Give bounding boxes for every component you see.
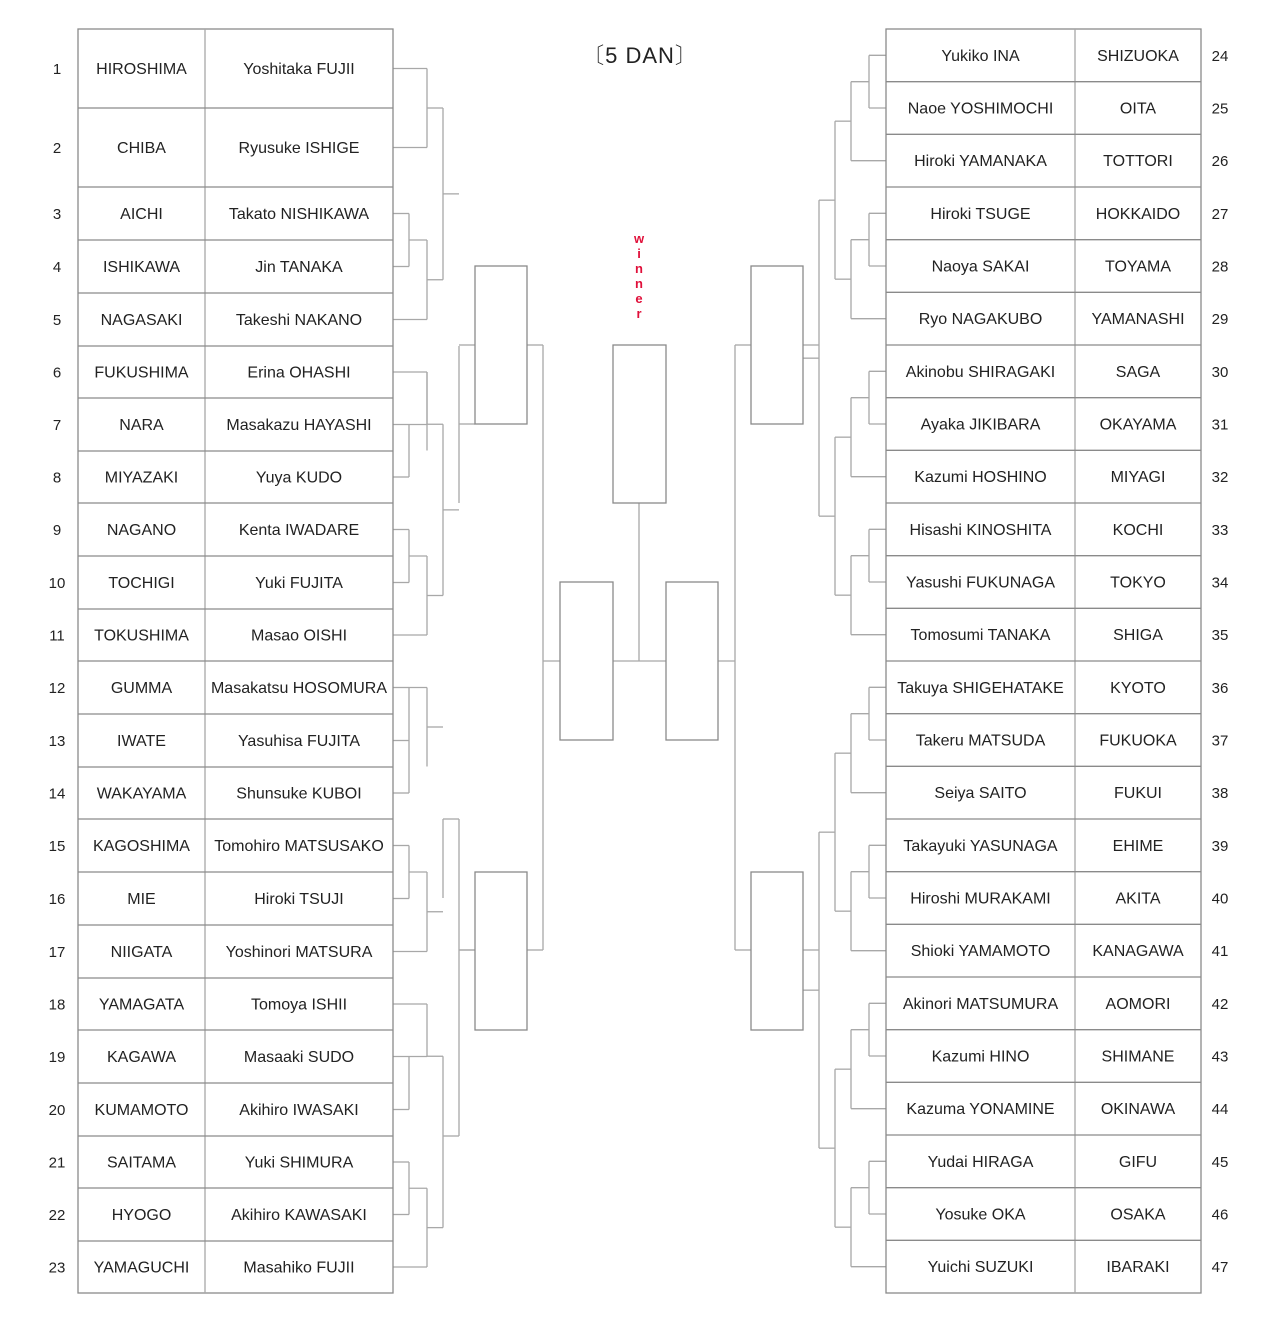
seed-number: 3 <box>52 206 62 223</box>
player-name: Takeshi NAKANO <box>235 312 363 329</box>
prefecture-name: HIROSHIMA <box>96 61 187 78</box>
prefecture-name: MIE <box>127 891 156 908</box>
left-semifinal-box <box>560 582 613 740</box>
prefecture-name: NAGASAKI <box>100 312 183 329</box>
player-name: Jin TANAKA <box>255 259 343 276</box>
seed-number: 6 <box>52 364 62 382</box>
prefecture-name: ISHIKAWA <box>102 259 181 276</box>
seed-number: 45 <box>1211 1153 1229 1171</box>
prefecture-name: IBARAKI <box>1106 1259 1170 1277</box>
prefecture-name: KOCHI <box>1112 521 1164 539</box>
player-name: Hiroki TSUJI <box>254 891 344 908</box>
player-name: Yoshinori MATSURA <box>225 944 373 961</box>
player-name: Akinori MATSUMURA <box>902 995 1059 1013</box>
seed-number: 44 <box>1211 1101 1229 1119</box>
seed-number: 13 <box>48 733 66 750</box>
player-name: Seiya SAITO <box>934 785 1027 803</box>
player-name: Kenta IWADARE <box>238 522 360 539</box>
player-name: Yudai HIRAGA <box>927 1153 1034 1171</box>
prefecture-name: NIIGATA <box>110 944 173 961</box>
right-entry-table <box>886 29 1228 1293</box>
prefecture-name: OSAKA <box>1110 1206 1166 1224</box>
player-name: Hisashi KINOSHITA <box>909 521 1052 539</box>
seed-number: 16 <box>48 891 66 908</box>
seed-number: 31 <box>1211 416 1229 434</box>
player-name: Masakazu HAYASHI <box>226 417 372 434</box>
prefecture-name: YAMANASHI <box>1091 311 1185 329</box>
prefecture-name: NARA <box>119 417 164 434</box>
player-name: Hiroshi MURAKAMI <box>910 890 1051 908</box>
prefecture-name: YAMAGATA <box>98 996 185 1014</box>
seed-number: 28 <box>1211 258 1229 276</box>
player-name: Takato NISHIKAWA <box>228 206 370 223</box>
player-name: Kazumi HINO <box>931 1048 1030 1066</box>
seed-number: 9 <box>52 522 62 539</box>
prefecture-name: MIYAGI <box>1110 469 1166 487</box>
prefecture-name: OKINAWA <box>1100 1101 1176 1119</box>
seed-number: 2 <box>52 140 62 157</box>
player-name: Yasuhisa FUJITA <box>237 733 361 750</box>
prefecture-name: KUMAMOTO <box>94 1102 189 1119</box>
winner-text: w i n n e r <box>633 231 645 321</box>
prefecture-name: KANAGAWA <box>1092 943 1184 961</box>
player-name: Ryo NAGAKUBO <box>918 311 1043 329</box>
prefecture-name: GUMMA <box>110 680 173 697</box>
seed-number: 34 <box>1211 574 1229 592</box>
prefecture-name: OITA <box>1119 100 1157 118</box>
seed-number: 27 <box>1211 205 1229 223</box>
player-name: Yuki SHIMURA <box>244 1154 354 1172</box>
seed-number: 21 <box>48 1154 66 1172</box>
seed-number: 1 <box>52 61 62 78</box>
prefecture-name: SHIGA <box>1113 627 1163 645</box>
prefecture-name: FUKUSHIMA <box>94 364 189 382</box>
seed-number: 41 <box>1211 943 1229 961</box>
prefecture-name: YAMAGUCHI <box>93 1259 190 1277</box>
entry-row <box>49 838 384 855</box>
player-name: Kazuma YONAMINE <box>906 1101 1055 1119</box>
prefecture-name: FUKUOKA <box>1099 732 1177 750</box>
bracket-title: 〔5 DAN〕 <box>582 43 698 68</box>
prefecture-name: SAGA <box>1115 363 1161 381</box>
left-quarterfinal-box-bottom <box>475 872 527 1030</box>
player-name: Yasushi FUKUNAGA <box>905 574 1056 592</box>
prefecture-name: TOYAMA <box>1104 258 1172 276</box>
seed-number: 30 <box>1211 363 1229 381</box>
seed-number: 5 <box>52 312 62 329</box>
seed-number: 14 <box>48 785 66 803</box>
prefecture-name: KAGAWA <box>106 1049 177 1066</box>
prefecture-name: OKAYAMA <box>1099 416 1177 434</box>
seed-number: 35 <box>1211 627 1229 645</box>
player-name: Takeru MATSUDA <box>915 732 1046 750</box>
player-name: Ryusuke ISHIGE <box>238 140 360 157</box>
player-name: Akihiro KAWASAKI <box>231 1207 367 1224</box>
prefecture-name: WAKAYAMA <box>96 785 187 803</box>
left-entry-table <box>49 29 393 1293</box>
prefecture-name: SAITAMA <box>106 1154 177 1172</box>
seed-number: 4 <box>52 259 62 276</box>
seed-number: 32 <box>1211 469 1229 487</box>
seed-number: 26 <box>1211 153 1229 171</box>
seed-number: 29 <box>1211 311 1229 329</box>
player-name: Masahiko FUJII <box>243 1259 355 1277</box>
seed-number: 8 <box>52 469 62 487</box>
prefecture-name: FUKUI <box>1114 785 1162 803</box>
prefecture-name: KAGOSHIMA <box>93 838 190 855</box>
prefecture-name: TOKYO <box>1110 574 1166 592</box>
seed-number: 36 <box>1211 679 1229 697</box>
player-name: Hiroki TSUGE <box>930 205 1031 223</box>
seed-number: 17 <box>48 944 66 961</box>
prefecture-name: HOKKAIDO <box>1095 205 1181 223</box>
prefecture-name: NAGANO <box>106 522 177 539</box>
seed-number: 25 <box>1211 100 1229 118</box>
right-quarterfinal-box-bottom <box>751 872 803 1030</box>
player-name: Erina OHASHI <box>247 364 351 382</box>
prefecture-name: EHIME <box>1112 837 1164 855</box>
final-box <box>613 345 666 503</box>
winner-label <box>633 231 645 321</box>
seed-number: 39 <box>1211 837 1229 855</box>
seed-number: 23 <box>48 1259 66 1277</box>
seed-number: 20 <box>48 1102 66 1119</box>
player-name: Ayaka JIKIBARA <box>920 416 1041 434</box>
right-quarterfinal-box-top <box>751 266 803 424</box>
prefecture-name: IWATE <box>117 733 166 750</box>
seed-number: 46 <box>1211 1206 1229 1224</box>
player-name: Shioki YAMAMOTO <box>910 943 1051 961</box>
player-name: Yukiko INA <box>941 47 1020 65</box>
prefecture-name: MIYAZAKI <box>104 469 179 487</box>
seed-number: 10 <box>48 575 66 592</box>
prefecture-name: TOKUSHIMA <box>94 627 189 645</box>
left-quarterfinal-box-top <box>475 266 527 424</box>
seed-number: 12 <box>48 680 66 697</box>
player-name: Naoya SAKAI <box>931 258 1030 276</box>
seed-number: 19 <box>48 1049 66 1066</box>
prefecture-name: TOCHIGI <box>108 575 175 592</box>
player-name: Naoe YOSHIMOCHI <box>907 100 1054 118</box>
seed-number: 43 <box>1211 1048 1229 1066</box>
player-name: Tomohiro MATSUSAKO <box>214 838 384 855</box>
seed-number: 11 <box>49 627 65 645</box>
prefecture-name: GIFU <box>1118 1153 1158 1171</box>
player-name: Masaaki SUDO <box>243 1049 355 1066</box>
seed-number: 40 <box>1211 890 1229 908</box>
seed-number: 22 <box>48 1207 66 1224</box>
prefecture-name: SHIMANE <box>1101 1048 1175 1066</box>
seed-number: 33 <box>1211 521 1229 539</box>
prefecture-name: CHIBA <box>117 140 166 157</box>
player-name: Takuya SHIGEHATAKE <box>897 679 1064 697</box>
prefecture-name: KYOTO <box>1110 679 1166 697</box>
seed-number: 18 <box>48 996 66 1014</box>
seed-number: 7 <box>52 417 62 434</box>
seed-number: 24 <box>1211 47 1229 65</box>
seed-number: 42 <box>1211 995 1229 1013</box>
player-name: Yuki FUJITA <box>255 575 343 592</box>
player-name: Akihiro IWASAKI <box>239 1102 359 1119</box>
player-name: Masao OISHI <box>250 627 348 645</box>
prefecture-name: AKITA <box>1115 890 1161 908</box>
prefecture-name: HYOGO <box>111 1207 172 1224</box>
prefecture-name: TOTTORI <box>1103 153 1173 171</box>
player-name: Tomosumi TANAKA <box>910 627 1051 645</box>
prefecture-name: SHIZUOKA <box>1097 47 1179 65</box>
player-name: Akinobu SHIRAGAKI <box>905 363 1056 381</box>
player-name: Kazumi HOSHINO <box>914 469 1047 487</box>
seed-number: 38 <box>1211 785 1229 803</box>
prefecture-name: AICHI <box>120 206 163 223</box>
player-name: Tomoya ISHII <box>250 996 348 1014</box>
player-name: Yuichi SUZUKI <box>927 1259 1034 1277</box>
seed-number: 47 <box>1211 1259 1229 1277</box>
player-name: Shunsuke KUBOI <box>236 785 362 803</box>
player-name: Yuya KUDO <box>255 469 343 487</box>
seed-number: 37 <box>1211 732 1229 750</box>
player-name: Takayuki YASUNAGA <box>903 837 1058 855</box>
prefecture-name: AOMORI <box>1105 995 1171 1013</box>
player-name: Yoshitaka FUJII <box>243 61 355 78</box>
seed-number: 15 <box>48 838 66 855</box>
player-name: Masakatsu HOSOMURA <box>210 680 388 697</box>
player-name: Yosuke OKA <box>935 1206 1026 1224</box>
right-semifinal-box <box>666 582 718 740</box>
player-name: Hiroki YAMANAKA <box>914 153 1047 171</box>
